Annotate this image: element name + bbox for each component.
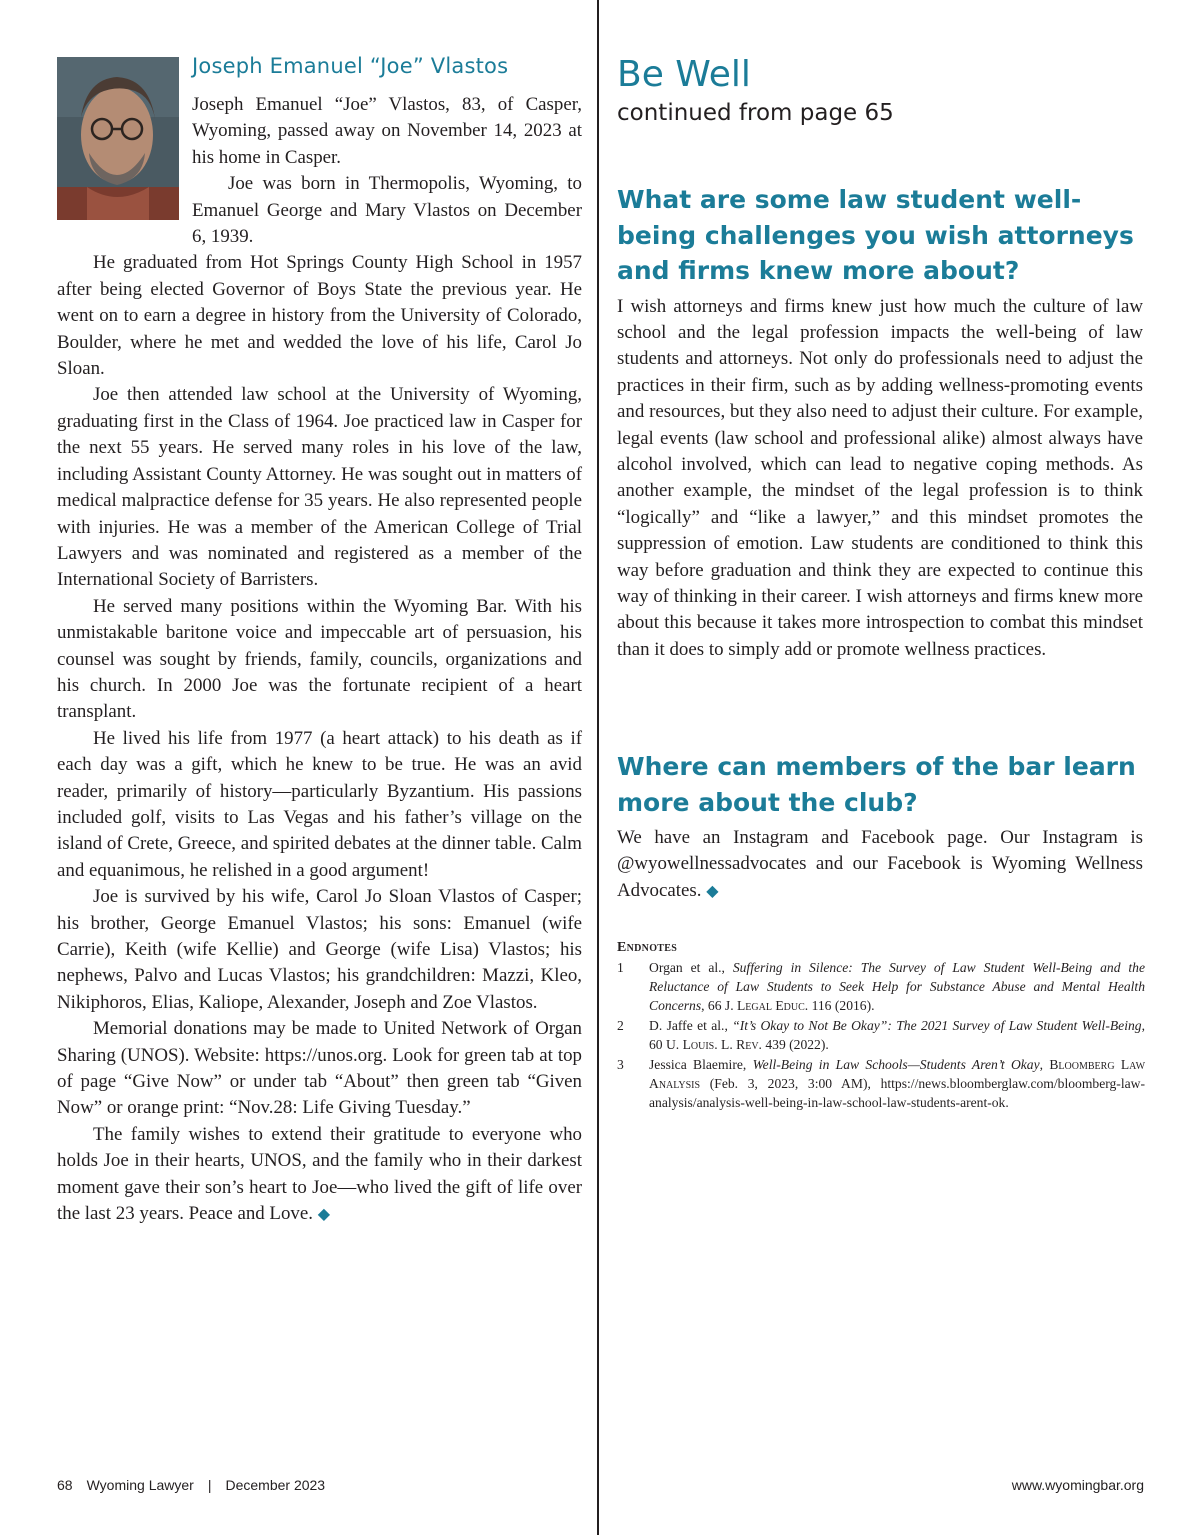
- endnote-journal: Louis. L. Rev.: [682, 1037, 762, 1052]
- photo-wrap-spacer: [57, 92, 192, 247]
- obituary-paragraph: Joe was born in Thermopolis, Wyoming, to Emanuel George and Mary Vlastos on December 6, 1939.: [192, 173, 582, 248]
- endnote-authors: Jessica Blaemire,: [649, 1057, 753, 1072]
- obituary-paragraph: Joe then attended law school at the University of Wyoming, graduating first in the Class of 1964. Joe practiced law in Casper for the next 55 years. He served many roles in his love of the law, including Assistant County Attorney. He was sought out in matters of medical malpractice defense for 35 years. He also represented people with injuries. He was a member of the American College of Trial Lawyers and was nominated and registered as a member of the International Society of Barristers.: [57, 384, 582, 591]
- question-block-1: [617, 182, 1143, 663]
- end-diamond-icon: ◆: [706, 882, 719, 900]
- endnotes-list: [617, 958, 1145, 1112]
- footer-left: [57, 1477, 325, 1493]
- endnote-number: 3: [617, 1057, 624, 1072]
- section-subtitle: continued from page 65: [617, 100, 894, 126]
- end-diamond-icon: ◆: [317, 1206, 331, 1224]
- endnote-item: [617, 958, 1145, 1015]
- endnote-authors: D. Jaffe et al.,: [649, 1018, 733, 1033]
- footer-separator: |: [207, 1477, 212, 1493]
- answer-paragraph: I wish attorneys and firms knew just how much the culture of law school and the legal profession impacts the well-being of law students and attorneys. Not only do professionals need to adjust the practices in their firm, such as by adding wellness-promoting events and resources, but they also need to adjust their culture. For example, legal events (law school and professional alike) almost always have alcohol involved, which can lead to negative coping methods. As another example, the mindset of the legal profession is to think “logically” and “like a lawyer,” and this mindset promotes the suppression of emotion. Law students are conditioned to think this way before graduation and think they are expected to continue this way of thinking in their career. I wish attorneys and firms knew more about this because it takes more introspection to combat this mindset than it does to simply add or promote wellness practices.: [617, 295, 1143, 660]
- obituary-paragraph: He lived his life from 1977 (a heart attack) to his death as if each day was a gift, which he knew to be true. He was an avid reader, primarily of history—particularly Byzantium. His passions included golf, visits to Las Vegas and his father’s village on the island of Crete, Greece, and spirited debates at the dinner table. Calm and equanimous, he relished in a good argument!: [57, 727, 582, 881]
- section-title: Be Well: [617, 54, 751, 95]
- endnote-cite: , 60 U.: [649, 1018, 1145, 1052]
- endnote-cite: 439 (2022).: [761, 1037, 829, 1052]
- endnote-item: [617, 1016, 1145, 1054]
- page-number: 68: [57, 1477, 73, 1493]
- endnote-number: 2: [617, 1018, 624, 1033]
- obituary-paragraph: Joe is survived by his wife, Carol Jo Sloan Vlastos of Casper; his brother, George Emanuel Vlastos; his sons: Emanuel (wife Carrie), Keith (wife Kellie) and George (wife Lisa) Vlastos; his nephews, Palvo and Lucas Vlastos; his grandchildren: Mazzi, Kleo, Nikiphoros, Elias, Kaliope, Alexander, Joseph and Zoe Vlastos.: [57, 886, 582, 1013]
- endnote-cite: (Feb. 3, 2023, 3:00 AM), https://news.bloomberglaw.com/bloomberg-law-analysis/analysis-well-being-in-law-school-law-students-arent-ok.: [649, 1076, 1145, 1110]
- column-divider: [597, 0, 599, 1535]
- obituary-paragraph: He served many positions within the Wyoming Bar. With his unmistakable baritone voice and impeccable art of persuasion, his counsel was sought by friends, family, councils, organizations and his church. In 2000 Joe was the fortunate recipient of a heart transplant.: [57, 595, 582, 723]
- obituary-body: [57, 92, 582, 1228]
- publication-name: Wyoming Lawyer: [86, 1477, 194, 1493]
- obituary-paragraph: Joseph Emanuel “Joe” Vlastos, 83, of Casper, Wyoming, passed away on November 14, 2023 at his home in Casper.: [192, 94, 582, 168]
- endnote-title: Well-Being in Law Schools—Students Aren’t Okay: [752, 1057, 1040, 1072]
- obituary-closing-text: The family wishes to extend their gratitude to everyone who holds Joe in their hearts, UNOS, and the family who in their darkest moment gave their son’s heart to Joe—who lived the gift of life over the last 23 years. Peace and Love.: [57, 1123, 582, 1225]
- question-heading: Where can members of the bar learn more about the club?: [617, 752, 1136, 817]
- question-heading: What are some law student well-being challenges you wish attorneys and firms knew more about?: [617, 185, 1134, 285]
- obituary-paragraph: Memorial donations may be made to United Network of Organ Sharing (UNOS). Website: https://unos.org. Look for green tab at top of page “Give Now” or under tab “About” then green tab “Given Now” or orange print: “Nov.28: Life Giving Tuesday.”: [57, 1018, 582, 1119]
- endnote-number: 1: [617, 960, 624, 975]
- question-block-2: [617, 749, 1143, 905]
- endnote-title: Suffering in Silence: The Survey of Law Student Well-Being and the Reluctance of Law Students to Seek Help for Substance Abuse and Mental Health Concerns: [649, 960, 1145, 1013]
- answer-text: We have an Instagram and Facebook page. Our Instagram is @wyowellnessadvocates and our Facebook is Wyoming Wellness Advocates.: [617, 827, 1143, 901]
- endnote-title: “It’s Okay to Not Be Okay”: The 2021 Survey of Law Student Well-Being: [732, 1018, 1142, 1033]
- endnote-journal: Bloomberg Law Analysis: [649, 1057, 1146, 1091]
- endnote-cite: ,: [1039, 1057, 1050, 1072]
- endnote-authors: Organ et al.,: [649, 960, 733, 975]
- endnote-cite: 116 (2016).: [808, 998, 875, 1013]
- answer-paragraph: [617, 825, 1143, 905]
- obituary-paragraph: He graduated from Hot Springs County High School in 1957 after being elected Governor of Boys State the previous year. He went on to earn a degree in history from the University of Colorado, Boulder, where he met and wedded the love of his life, Carol Jo Sloan.: [57, 252, 582, 380]
- endnotes-heading: Endnotes: [617, 940, 678, 955]
- footer-website[interactable]: www.wyomingbar.org: [1011, 1477, 1144, 1493]
- issue-date: December 2023: [225, 1477, 326, 1493]
- obituary-name: Joseph Emanuel “Joe” Vlastos: [192, 54, 509, 78]
- endnote-journal: Legal Educ.: [737, 998, 809, 1013]
- endnote-cite: , 66 J.: [701, 998, 737, 1013]
- endnote-item: [617, 1055, 1145, 1112]
- obituary-paragraph-last: [57, 1122, 582, 1229]
- endnotes: [617, 940, 1145, 1113]
